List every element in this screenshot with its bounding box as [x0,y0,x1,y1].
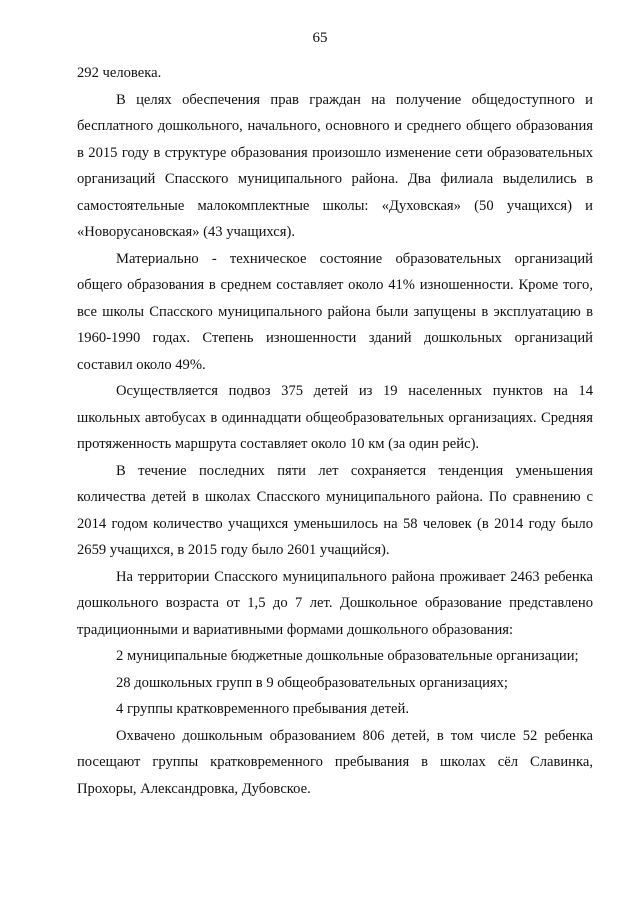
list-item: 2 муниципальные бюджетные дошкольные образовательные организации; [116,648,579,664]
list-item: 4 группы кратковременного пребывания детей. [116,701,409,717]
document-body [77,60,593,802]
paragraph: В течение последних пяти лет сохраняется тенденция уменьшения количества детей в школах Спасского муниципального района. По сравнению с 2014 годом количество учащихся уменьшилось на 58 человек (в 2014 году было 2659 учащихся, в 2015 году было 2601 учащийся). [77,462,593,558]
paragraph: Охвачено дошкольным образованием 806 детей, в том числе 52 ребенка посещают группы кратковременного пребывания в школах сёл Славинка, Прохоры, Александровка, Дубовское. [77,727,593,797]
page-number: 65 [312,30,328,46]
paragraph: На территории Спасского муниципального района проживает 2463 ребенка дошкольного возраста от 1,5 до 7 лет. Дошкольное образование представлено традиционными и вариативными формами дошкольного образования: [77,568,593,638]
list-item: 28 дошкольных групп в 9 общеобразовательных организациях; [116,674,508,691]
paragraph: В целях обеспечения прав граждан на получение общедоступного и бесплатного дошкольного, начального, основного и среднего общего образования в 2015 году в структуре образования произошло изменение сети образовательных организаций Спасского муниципального района. Два филиала выделились в самостоятельные малокомплектные школы: «Духовская» (50 учащихся) и «Новорусановская» (43 учащихся). [77,91,593,240]
paragraph: Материально - техническое состояние образовательных организаций общего образования в среднем составляет около 41% изношенности. Кроме того, все школы Спасского муниципального района были запущены в эксплуатацию в 1960-1990 годах. Степень изношенности зданий дошкольных организаций составил около 49%. [77,250,593,373]
paragraph: Осуществляется подвоз 375 детей из 19 населенных пунктов на 14 школьных автобусах в одиннадцати общеобразовательных организациях. Средняя протяженность маршрута составляет около 10 км (за один рейс). [77,383,593,452]
paragraph: 292 человека. [77,65,162,81]
